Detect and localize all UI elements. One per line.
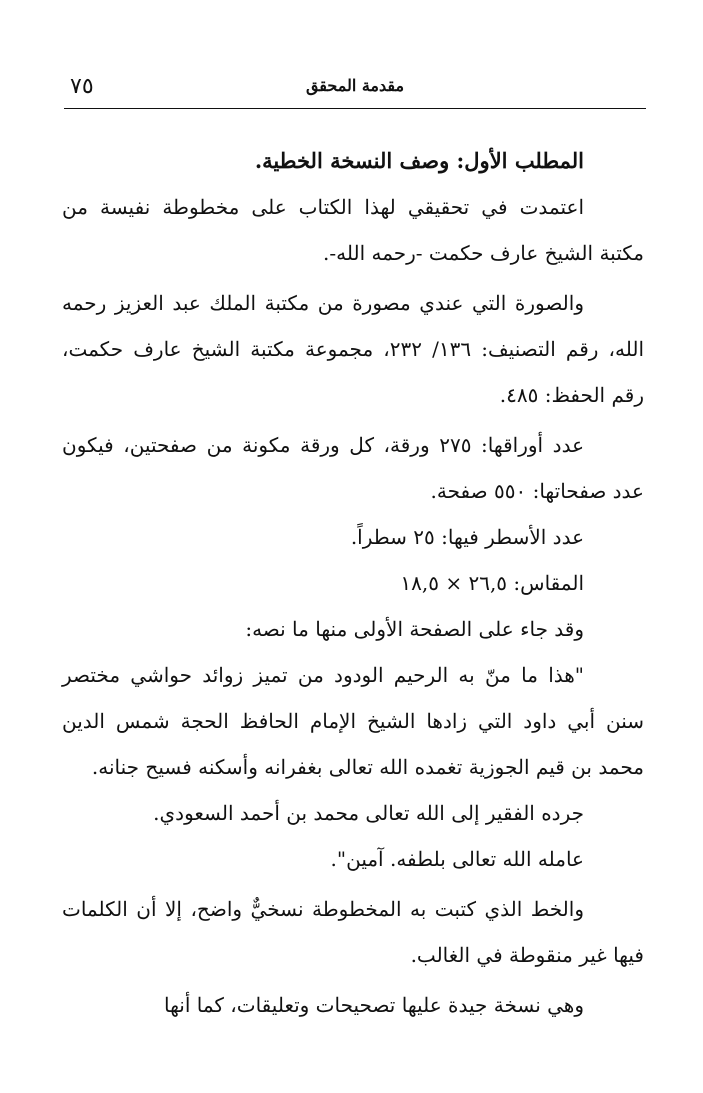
page-number: ٧٥ [70, 74, 94, 99]
paragraph-3: عدد أوراقها: ٢٧٥ ورقة، كل ورقة مكونة من صفحتين، فيكون عدد صفحاتها: ٥٥٠ صفحة. [62, 433, 644, 503]
paragraph-5: المقاس: ٢٦,٥ × ١٨,٥ [400, 571, 584, 595]
quotation: "هذا ما منّ به الرحيم الودود من تميز زوائد حواشي مختصر سنن أبي داود التي زادها الشيخ الإمام الحافظ الحجة شمس الدين محمد بن قيم الجوزية تغمده الله تعالى بغفرانه وأسكنه فسيح جنانه. [62, 663, 644, 779]
paragraph-2: والصورة التي عندي مصورة من مكتبة الملك عبد العزيز رحمه الله، رقم التصنيف: ١٣٦/ ٢٣٢، مجموعة مكتبة الشيخ عارف حكمت، رقم الحفظ: ٤٨٥. [62, 291, 644, 407]
paragraph-11: وهي نسخة جيدة عليها تصحيحات وتعليقات، كما أنها [163, 993, 584, 1017]
paragraph-9: عامله الله تعالى بلطفه. آمين". [330, 847, 584, 871]
header-divider [64, 108, 646, 109]
section-heading: المطلب الأول: وصف النسخة الخطية. [254, 148, 584, 173]
paragraph-1: اعتمدت في تحقيقي لهذا الكتاب على مخطوطة نفيسة من مكتبة الشيخ عارف حكمت -رحمه الله-. [62, 195, 644, 265]
paragraph-4: عدد الأسطر فيها: ٢٥ سطراً. [350, 525, 584, 549]
running-title: مقدمة المحقق [305, 76, 405, 95]
paragraph-6: وقد جاء على الصفحة الأولى منها ما نصه: [245, 617, 584, 641]
page-header [64, 74, 646, 106]
body-text [62, 138, 644, 1028]
paragraph-10: والخط الذي كتبت به المخطوطة نسخيٌّ واضح، إلا أن الكلمات فيها غير منقوطة في الغالب. [62, 897, 644, 967]
paragraph-8: جرده الفقير إلى الله تعالى محمد بن أحمد السعودي. [153, 801, 584, 825]
